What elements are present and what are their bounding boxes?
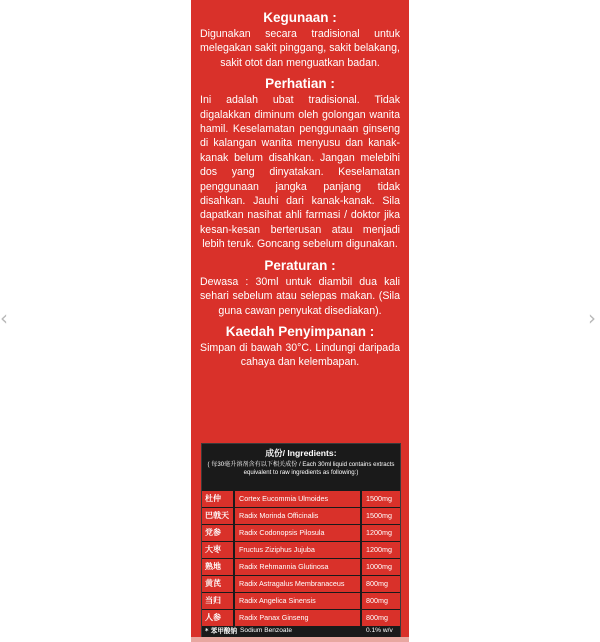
ingredient-row [202,508,400,524]
label-text-area [191,0,409,370]
ingredient-chinese-name: 大枣 [202,542,233,558]
ingredient-row [202,542,400,558]
ingredient-amount: 1200mg [362,542,400,558]
ingredient-row [202,525,400,541]
ingredient-latin-name: Radix Angelica Sinensis [235,593,360,609]
ingredient-latin-name: Radix Panax Ginseng [235,610,360,626]
kegunaan-heading: Kegunaan : [263,10,337,25]
ingredient-chinese-name: 熟地 [202,559,233,575]
ingredients-rows [202,491,400,627]
ingredient-amount: 1000mg [362,559,400,575]
ingredient-chinese-name: 黄芪 [202,576,233,592]
peraturan-heading: Peraturan : [264,257,336,273]
ingredient-chinese-name: 巴戟天 [202,508,233,524]
chevron-left-icon[interactable]: ‹ [0,306,8,330]
ingredient-amount: 1200mg [362,525,400,541]
ingredient-latin-name: Radix Rehmannia Glutinosa [235,559,360,575]
ingredient-amount: 1500mg [362,491,400,507]
ingredient-amount: 800mg [362,576,400,592]
perhatian-heading: Perhatian : [265,76,335,92]
ingredients-title: 成份/ Ingredients: [265,448,337,458]
ingredient-latin-name: Radix Morinda Officinalis [235,508,360,524]
preservative-row [202,624,400,638]
ingredient-latin-name: Fructus Ziziphus Jujuba [235,542,360,558]
preservative-chinese-name: * 苯甲酸钠 [205,627,238,635]
ingredient-chinese-name: 当归 [202,593,233,609]
ingredients-table [201,443,401,641]
chevron-right-icon[interactable]: › [588,306,596,330]
ingredient-chinese-name: 人参 [202,610,233,626]
label-bottom-edge [191,637,409,642]
preservative-name: Sodium Benzoate [240,627,293,634]
perhatian-text: Ini adalah ubat tradisional. Tidak digalakkan diminum oleh golongan wanita hamil. Keselamatan penggunaan ginseng di kalangan wanita menyusu dan kanak-kanak belum disahkan. Jangan melebihi dos yang dinyatakan. Keselamatan penggunaan jangka panjang tidak disahkan. Jauhi dari kanak-kanak. Sila dapatkan nasihat ahli farmasi / doktor jika kesan-kesan berterusan atau menjadi lebih teruk. Goncang sebelum digunakan. [200,94,400,251]
ingredient-latin-name: Cortex Eucommia Ulmoides [235,491,360,507]
ingredient-row [202,559,400,575]
preservative-amount: 0.1% w/v [366,627,393,634]
ingredient-amount: 800mg [362,610,400,626]
kegunaan-text: Digunakan secara tradisional untuk melegakan sakit pinggang, sakit belakang, sakit otot dan menguatkan badan. [200,28,400,69]
ingredient-row [202,593,400,609]
ingredient-chinese-name: 杜仲 [202,491,233,507]
penyimpanan-text: Simpan di bawah 30°C. Lindungi daripada cahaya dan kelembapan. [200,341,400,369]
ingredient-chinese-name: 党参 [202,525,233,541]
ingredient-latin-name: Radix Astragalus Membranaceus [235,576,360,592]
ingredient-row [202,491,400,507]
ingredient-latin-name: Radix Codonopsis Pilosula [235,525,360,541]
product-label-panel [191,0,409,642]
ingredients-header [202,444,400,477]
ingredients-note: ( 每30毫升溶剂含有以下相关成份 / Each 30ml liquid contains extracts equivalent to raw ingredients as following:) [207,461,395,476]
ingredient-row [202,576,400,592]
peraturan-text: Dewasa : 30ml untuk diambil dua kali sehari sebelum atau selepas makan. (Sila guna cawan penyukat disediakan). [200,275,400,317]
ingredient-amount: 1500mg [362,508,400,524]
ingredient-amount: 800mg [362,593,400,609]
penyimpanan-heading: Kaedah Penyimpanan : [225,323,375,339]
